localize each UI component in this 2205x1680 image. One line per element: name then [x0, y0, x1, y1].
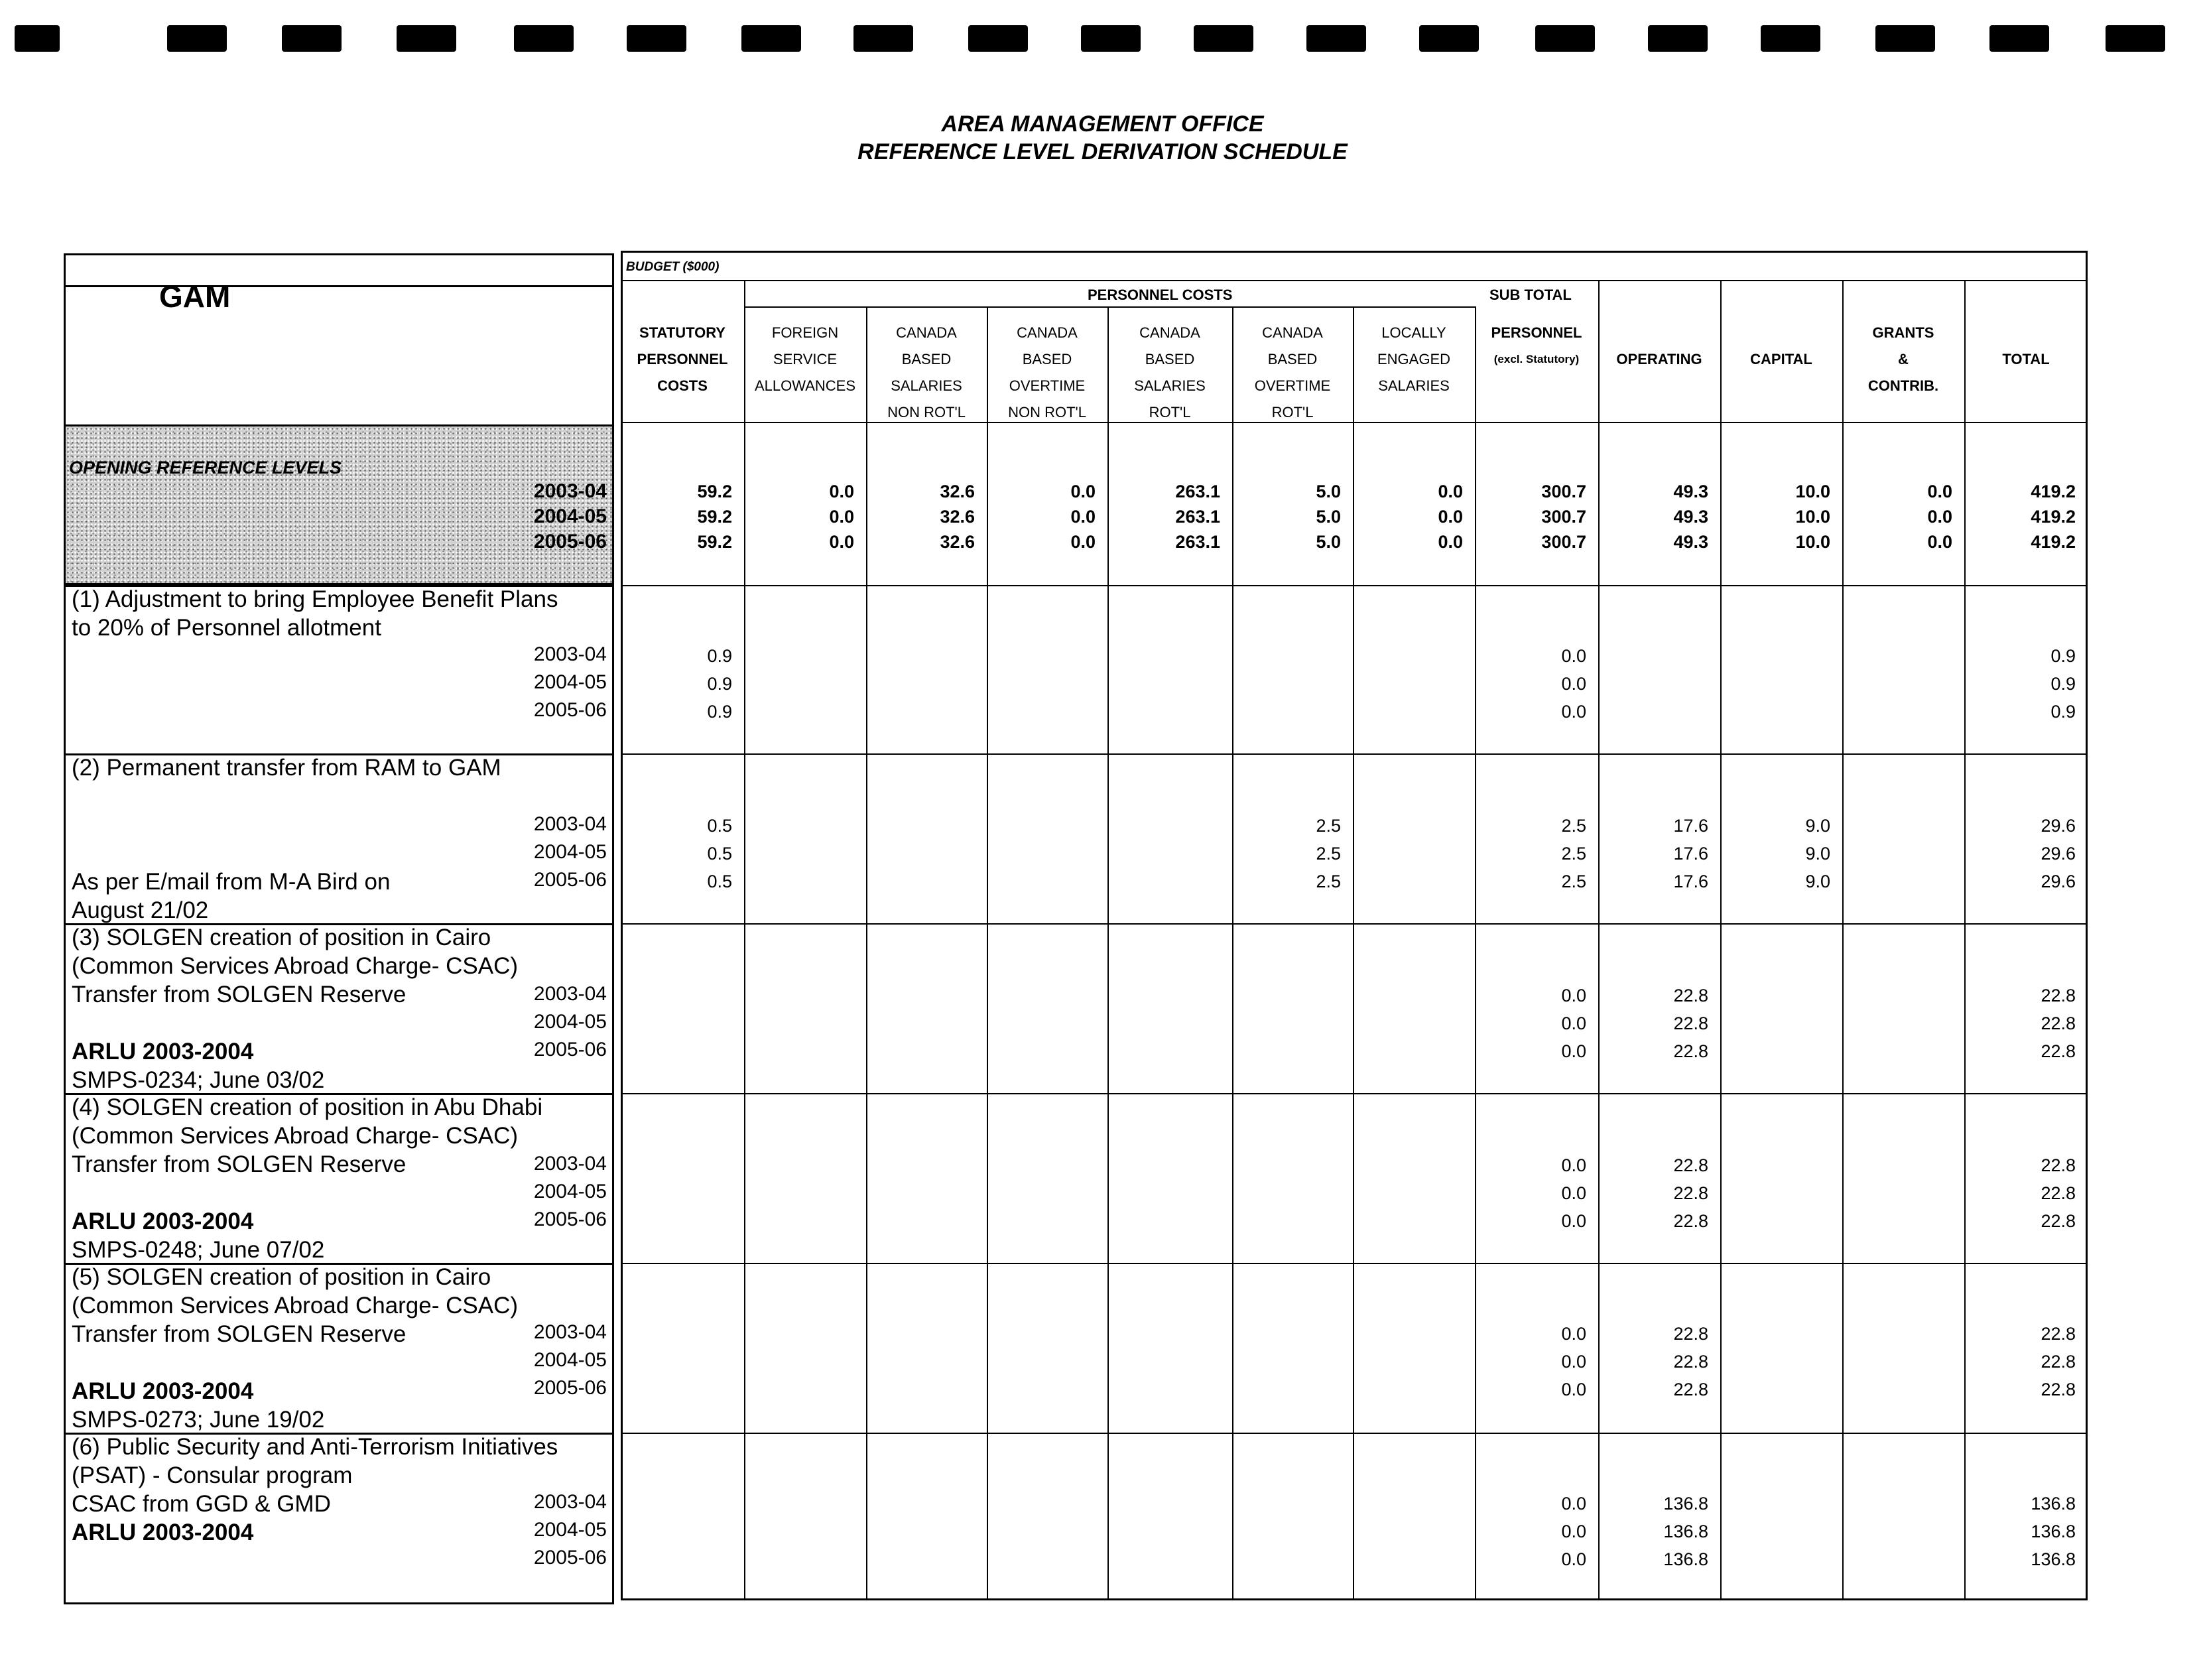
- grid-section-line: [621, 923, 2088, 925]
- section-year-label: 2005-06: [533, 869, 607, 891]
- row-label-blank-header: [66, 255, 612, 287]
- grid-section-line: [621, 1263, 2088, 1264]
- page-title: AREA MANAGEMENT OFFICE: [941, 111, 1264, 137]
- value-cell: 136.8: [1663, 1521, 1708, 1541]
- binding-hole-mark: [1648, 25, 1708, 52]
- value-cell: 22.8: [2041, 1211, 2076, 1231]
- value-cell: 0.0: [1561, 1211, 1586, 1231]
- section-year-label: 2004-05: [533, 1011, 607, 1033]
- section-year-label: 2003-04: [533, 1153, 607, 1175]
- value-cell: 10.0: [1795, 532, 1830, 552]
- column-header-line: TOTAL: [2002, 351, 2050, 367]
- grid-section-line: [621, 753, 2088, 755]
- column-header-line: BASED: [1022, 351, 1072, 367]
- column-header-line: &: [1898, 351, 1909, 367]
- personnel-costs-label: PERSONNEL COSTS: [1088, 287, 1233, 303]
- grid-personnel-costs-line: [744, 306, 1475, 308]
- value-cell: 0.0: [1927, 532, 1952, 552]
- value-cell: 2.5: [1316, 816, 1341, 836]
- value-cell: 22.8: [1673, 1211, 1708, 1231]
- value-cell: 419.2: [2031, 482, 2076, 501]
- binding-hole-mark: [282, 25, 342, 52]
- column-header-line: NON ROT'L: [1008, 404, 1086, 420]
- value-cell: 0.0: [829, 482, 854, 501]
- value-cell: 136.8: [2031, 1549, 2076, 1569]
- value-cell: 22.8: [1673, 1352, 1708, 1372]
- column-header-cbo: [987, 320, 1107, 426]
- value-cell: 17.6: [1673, 872, 1708, 891]
- column-header-gc: [1842, 320, 1964, 399]
- column-header-sub: [1475, 320, 1598, 373]
- section-year-label: 2003-04: [533, 813, 607, 835]
- section-year-label: 2005-06: [533, 1208, 607, 1230]
- column-header-line: FOREIGN: [771, 324, 839, 341]
- value-cell: 29.6: [2041, 872, 2076, 891]
- column-header-cbs: [866, 320, 987, 426]
- column-header-line: SALARIES: [1378, 377, 1450, 394]
- value-cell: 2.5: [1561, 844, 1586, 864]
- value-cell: 0.0: [829, 532, 854, 552]
- value-cell: 0.0: [1927, 507, 1952, 527]
- column-header-cap: [1720, 346, 1842, 373]
- grid-section-line: [621, 1433, 2088, 1434]
- binding-hole-mark: [15, 25, 60, 52]
- value-cell: 17.6: [1673, 844, 1708, 864]
- value-cell: 263.1: [1175, 482, 1220, 501]
- value-cell: 0.0: [829, 507, 854, 527]
- value-cell: 263.1: [1175, 532, 1220, 552]
- grid-column-line: [1353, 306, 1354, 1600]
- value-cell: 2.5: [1561, 872, 1586, 891]
- grid-column-line: [744, 281, 745, 1600]
- section-description-line: SMPS-0234; June 03/02: [72, 1067, 325, 1093]
- value-cell: 22.8: [2041, 1041, 2076, 1061]
- grid-header-bottom-line: [621, 422, 2088, 423]
- value-cell: 0.0: [1561, 1324, 1586, 1344]
- column-header-line: OVERTIME: [1009, 377, 1086, 394]
- column-header-line: COSTS: [657, 377, 708, 394]
- column-header-line: SALARIES: [891, 377, 962, 394]
- column-header-line: CANADA: [1139, 324, 1200, 341]
- value-cell: 0.0: [1561, 1013, 1586, 1033]
- column-header-line: ROT'L: [1271, 404, 1314, 420]
- grid-column-line: [1107, 306, 1109, 1600]
- binding-hole-mark: [1535, 25, 1595, 52]
- value-cell: 0.0: [1070, 532, 1096, 552]
- grid-budget-line: [621, 280, 2088, 281]
- section-description-line: (Common Services Abroad Charge- CSAC): [72, 1293, 519, 1319]
- value-cell: 136.8: [2031, 1494, 2076, 1514]
- binding-hole-mark: [1761, 25, 1820, 52]
- value-cell: 22.8: [2041, 1155, 2076, 1175]
- value-cell: 0.9: [707, 702, 732, 722]
- column-header-line: (excl. Statutory): [1493, 353, 1580, 365]
- section-description-line: Transfer from SOLGEN Reserve: [72, 1151, 407, 1177]
- column-header-line: OVERTIME: [1254, 377, 1331, 394]
- value-cell: 0.0: [1561, 646, 1586, 666]
- binding-hole-mark: [1989, 25, 2049, 52]
- page-subtitle: REFERENCE LEVEL DERIVATION SCHEDULE: [857, 139, 1348, 164]
- office-name: GAM: [159, 279, 231, 314]
- grid-column-line: [1232, 306, 1233, 1600]
- section-year-label: 2003-04: [533, 1491, 607, 1513]
- section-year-label: 2005-06: [533, 1547, 607, 1569]
- binding-hole-mark: [1419, 25, 1479, 52]
- section-description-line: CSAC from GGD & GMD: [72, 1491, 331, 1517]
- subtotal-label: SUB TOTAL: [1489, 287, 1572, 303]
- value-cell: 2.5: [1316, 844, 1341, 864]
- value-cell: 22.8: [1673, 1013, 1708, 1033]
- section-year-label: 2003-04: [533, 643, 607, 665]
- value-cell: 59.2: [697, 532, 732, 552]
- section-year-label: 2004-05: [533, 841, 607, 863]
- value-cell: 5.0: [1316, 507, 1341, 527]
- value-cell: 419.2: [2031, 507, 2076, 527]
- value-cell: 136.8: [2031, 1521, 2076, 1541]
- column-header-line: PERSONNEL: [1491, 324, 1582, 341]
- value-cell: 0.0: [1561, 986, 1586, 1005]
- column-header-line: ALLOWANCES: [754, 377, 855, 394]
- value-cell: 0.0: [1070, 507, 1096, 527]
- value-cell: 22.8: [2041, 1352, 2076, 1372]
- binding-hole-mark: [1194, 25, 1253, 52]
- value-cell: 0.5: [707, 872, 732, 891]
- value-cell: 5.0: [1316, 532, 1341, 552]
- value-cell: 22.8: [2041, 986, 2076, 1005]
- column-header-line: BASED: [1267, 351, 1318, 367]
- section-description-line: As per E/mail from M-A Bird on: [72, 869, 391, 895]
- value-cell: 22.8: [1673, 1155, 1708, 1175]
- column-header-line: BASED: [1145, 351, 1195, 367]
- grid-column-line: [1964, 281, 1966, 1600]
- binding-hole-mark: [968, 25, 1028, 52]
- value-cell: 9.0: [1805, 844, 1830, 864]
- value-cell: 49.3: [1673, 482, 1708, 501]
- section-description-line: ARLU 2003-2004: [72, 1208, 254, 1234]
- value-cell: 59.2: [697, 507, 732, 527]
- section-description-line: SMPS-0273; June 19/02: [72, 1407, 325, 1433]
- section-year-label: 2005-06: [533, 1039, 607, 1061]
- section-description-line: (Common Services Abroad Charge- CSAC): [72, 1123, 519, 1149]
- value-cell: 5.0: [1316, 482, 1341, 501]
- section-description-line: ARLU 2003-2004: [72, 1378, 254, 1404]
- section-description-line: (6) Public Security and Anti-Terrorism Initiatives: [72, 1434, 558, 1460]
- value-cell: 9.0: [1805, 816, 1830, 836]
- value-cell: 32.6: [940, 532, 975, 552]
- column-header-line: LOCALLY: [1381, 324, 1446, 341]
- column-header-line: GRANTS: [1872, 324, 1934, 341]
- value-cell: 0.0: [1561, 1494, 1586, 1514]
- value-cell: 136.8: [1663, 1549, 1708, 1569]
- column-header-tot: [1964, 346, 2088, 373]
- section-description-line: Transfer from SOLGEN Reserve: [72, 982, 407, 1007]
- binding-hole-mark: [853, 25, 913, 52]
- value-cell: 22.8: [1673, 1324, 1708, 1344]
- section-description-line: SMPS-0248; June 07/02: [72, 1237, 325, 1263]
- section-year-label: 2004-05: [533, 1349, 607, 1371]
- value-cell: 2.5: [1316, 872, 1341, 891]
- binding-hole-mark: [1081, 25, 1141, 52]
- value-cell: 10.0: [1795, 507, 1830, 527]
- grid-column-line: [987, 306, 988, 1600]
- value-cell: 22.8: [1673, 986, 1708, 1005]
- value-cell: 0.0: [1561, 674, 1586, 694]
- column-header-line: ROT'L: [1149, 404, 1191, 420]
- row-label-header: [66, 287, 612, 426]
- value-cell: 0.0: [1561, 1155, 1586, 1175]
- column-header-line: CAPITAL: [1750, 351, 1812, 367]
- column-header-op: [1598, 346, 1720, 373]
- value-cell: 300.7: [1541, 532, 1586, 552]
- grid-column-line: [1598, 281, 1600, 1600]
- binding-hole-mark: [1306, 25, 1366, 52]
- section-description-line: ARLU 2003-2004: [72, 1519, 254, 1545]
- binding-hole-mark: [1875, 25, 1935, 52]
- column-header-line: STATUTORY: [639, 324, 725, 341]
- column-header-cbor: [1232, 320, 1353, 426]
- value-cell: 0.9: [2050, 674, 2076, 694]
- binding-hole-mark: [2106, 25, 2165, 52]
- section-year-label: 2005-06: [533, 1377, 607, 1399]
- value-cell: 136.8: [1663, 1494, 1708, 1514]
- value-cell: 0.5: [707, 844, 732, 864]
- section-year-label: 2003-04: [533, 1321, 607, 1343]
- value-cell: 0.9: [707, 646, 732, 666]
- value-cell: 17.6: [1673, 816, 1708, 836]
- column-header-les: [1353, 320, 1475, 399]
- section-description-line: ARLU 2003-2004: [72, 1039, 254, 1065]
- value-cell: 22.8: [2041, 1324, 2076, 1344]
- section-description-line: (4) SOLGEN creation of position in Abu Dhabi: [72, 1094, 543, 1120]
- value-cell: 0.9: [707, 674, 732, 694]
- section-description-line: (PSAT) - Consular program: [72, 1462, 353, 1488]
- section-year-label: 2005-06: [533, 699, 607, 721]
- value-cell: 0.9: [2050, 646, 2076, 666]
- value-cell: 29.6: [2041, 844, 2076, 864]
- binding-hole-mark: [741, 25, 801, 52]
- grid-column-line: [866, 306, 867, 1600]
- value-cell: 0.0: [1927, 482, 1952, 501]
- budget-label: BUDGET ($000): [626, 260, 720, 274]
- value-cell: 0.0: [1070, 482, 1096, 501]
- opening-year-label: 2004-05: [533, 505, 607, 527]
- column-header-cbsr: [1107, 320, 1232, 426]
- column-header-line: SERVICE: [773, 351, 838, 367]
- grid-column-line: [1842, 281, 1844, 1600]
- value-cell: 22.8: [2041, 1013, 2076, 1033]
- value-cell: 0.0: [1561, 1183, 1586, 1203]
- value-cell: 0.0: [1561, 702, 1586, 722]
- value-cell: 2.5: [1561, 816, 1586, 836]
- value-cell: 263.1: [1175, 507, 1220, 527]
- value-cell: 0.0: [1438, 532, 1463, 552]
- value-cell: 59.2: [697, 482, 732, 501]
- value-cell: 0.9: [2050, 702, 2076, 722]
- section-year-label: 2004-05: [533, 1519, 607, 1541]
- section-description-line: (5) SOLGEN creation of position in Cairo: [72, 1264, 491, 1290]
- grid-section-line: [621, 1093, 2088, 1094]
- value-cell: 22.8: [2041, 1183, 2076, 1203]
- value-cell: 32.6: [940, 482, 975, 501]
- section-year-label: 2003-04: [533, 983, 607, 1005]
- section-description-line: to 20% of Personnel allotment: [72, 615, 381, 641]
- section-description-line: (3) SOLGEN creation of position in Cairo: [72, 925, 491, 950]
- section-description-line: (1) Adjustment to bring Employee Benefit Plans: [72, 586, 558, 612]
- binding-hole-mark: [514, 25, 574, 52]
- opening-year-label: 2005-06: [533, 531, 607, 552]
- grid-section-line: [621, 585, 2088, 586]
- section-description-line: (Common Services Abroad Charge- CSAC): [72, 953, 519, 979]
- column-header-line: OPERATING: [1616, 351, 1702, 367]
- value-cell: 300.7: [1541, 507, 1586, 527]
- binding-hole-mark: [397, 25, 456, 52]
- column-header-line: CANADA: [1262, 324, 1323, 341]
- section-year-label: 2004-05: [533, 671, 607, 693]
- value-cell: 0.0: [1561, 1380, 1586, 1399]
- grid-column-line: [1475, 306, 1476, 1600]
- value-cell: 22.8: [2041, 1380, 2076, 1399]
- section-description-line: August 21/02: [72, 897, 209, 923]
- value-cell: 0.0: [1561, 1549, 1586, 1569]
- section-description-line: Transfer from SOLGEN Reserve: [72, 1321, 407, 1347]
- column-header-line: BASED: [901, 351, 952, 367]
- opening-levels-label: OPENING REFERENCE LEVELS: [69, 458, 342, 478]
- value-cell: 32.6: [940, 507, 975, 527]
- value-cell: 0.0: [1438, 507, 1463, 527]
- binding-hole-mark: [167, 25, 227, 52]
- column-header-stat: [621, 320, 744, 399]
- value-cell: 22.8: [1673, 1041, 1708, 1061]
- column-header-line: CONTRIB.: [1867, 377, 1939, 394]
- column-header-line: ENGAGED: [1377, 351, 1451, 367]
- column-header-fsa: [744, 320, 866, 399]
- value-cell: 0.5: [707, 816, 732, 836]
- value-cell: 22.8: [1673, 1380, 1708, 1399]
- column-header-line: CANADA: [1017, 324, 1078, 341]
- value-cell: 419.2: [2031, 532, 2076, 552]
- column-header-line: PERSONNEL: [637, 351, 728, 367]
- value-cell: 49.3: [1673, 507, 1708, 527]
- column-header-line: SALARIES: [1134, 377, 1206, 394]
- value-cell: 0.0: [1561, 1352, 1586, 1372]
- section-description-line: (2) Permanent transfer from RAM to GAM: [72, 755, 501, 781]
- opening-year-label: 2003-04: [533, 480, 607, 502]
- budget-grid: [621, 251, 2088, 1600]
- value-cell: 10.0: [1795, 482, 1830, 501]
- value-cell: 9.0: [1805, 872, 1830, 891]
- value-cell: 29.6: [2041, 816, 2076, 836]
- value-cell: 0.0: [1438, 482, 1463, 501]
- value-cell: 0.0: [1561, 1521, 1586, 1541]
- binding-hole-mark: [627, 25, 686, 52]
- section-year-label: 2004-05: [533, 1181, 607, 1202]
- value-cell: 300.7: [1541, 482, 1586, 501]
- column-header-line: CANADA: [896, 324, 957, 341]
- opening-levels-shaded-box: [64, 424, 614, 585]
- value-cell: 0.0: [1561, 1041, 1586, 1061]
- value-cell: 22.8: [1673, 1183, 1708, 1203]
- grid-column-line: [1720, 281, 1722, 1600]
- value-cell: 49.3: [1673, 532, 1708, 552]
- column-header-line: NON ROT'L: [887, 404, 966, 420]
